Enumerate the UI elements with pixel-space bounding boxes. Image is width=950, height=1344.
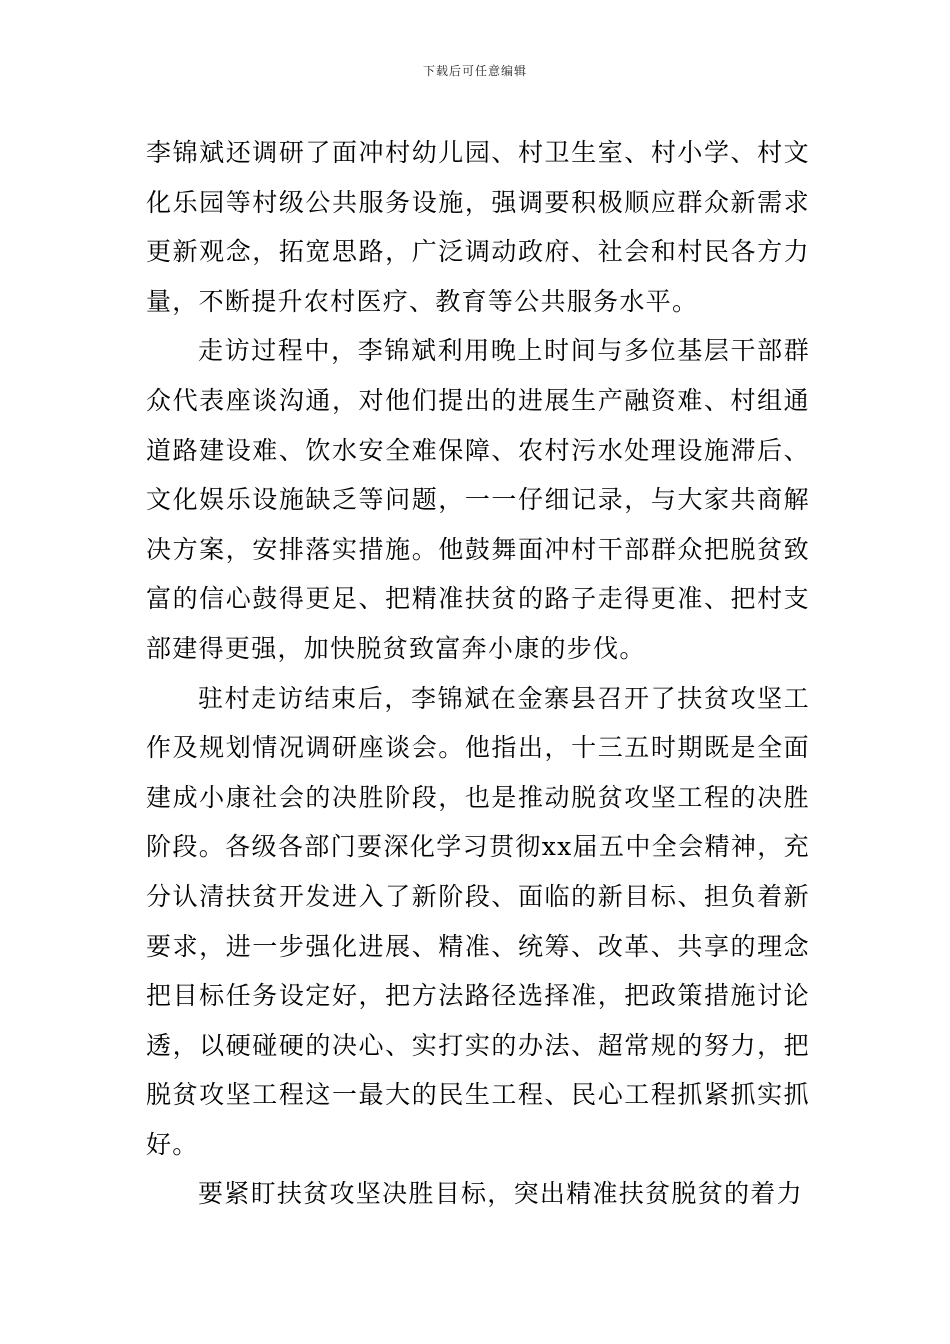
paragraph-2: 走访过程中，李锦斌利用晚上时间与多位基层干部群众代表座谈沟通，对他们提出的进展生产融资难、村组通道路建设难、饮水安全难保障、农村污水处理设施滞后、文化娱乐设施缺乏等问题，一一仔细记录，与大家共商解决方案，安排落实措施。他鼓舞面冲村干部群众把脱贫致富的信心鼓得更足、把精准扶贫的路子走得更准、把村支部建得更强，加快脱贫致富奔小康的步伐。 bbox=[146, 336, 810, 663]
paragraph-1: 李锦斌还调研了面冲村幼儿园、村卫生室、村小学、村文化乐园等村级公共服务设施，强调要积极顺应群众新需求更新观念，拓宽思路，广泛调动政府、社会和村民各方力量，不断提升农村医疗、教育等公共服务水平。 bbox=[146, 138, 810, 316]
paragraph-4: 要紧盯扶贫攻坚决胜目标，突出精准扶贫脱贫的着力 bbox=[198, 1179, 803, 1209]
page-header: 下载后可任意编辑 bbox=[422, 64, 527, 78]
paragraph-3: 驻村走访结束后，李锦斌在金寨县召开了扶贫攻坚工作及规划情况调研座谈会。他指出，十三五时期既是全面建成小康社会的决胜阶段，也是推动脱贫攻坚工程的决胜阶段。各级各部门要深化学习贯彻xx届五中全会精神，充分认清扶贫开发进入了新阶段、面临的新目标、担负着新要求，进一步强化进展、精准、统筹、改革、共享的理念把目标任务设定好，把方法路径选择准，把政策措施讨论透，以硬碰硬的决心、实打实的办法、超常规的努力，把脱贫攻坚工程这一最大的民生工程、民心工程抓紧抓实抓好。 bbox=[146, 683, 810, 1159]
document-body bbox=[146, 128, 810, 1219]
